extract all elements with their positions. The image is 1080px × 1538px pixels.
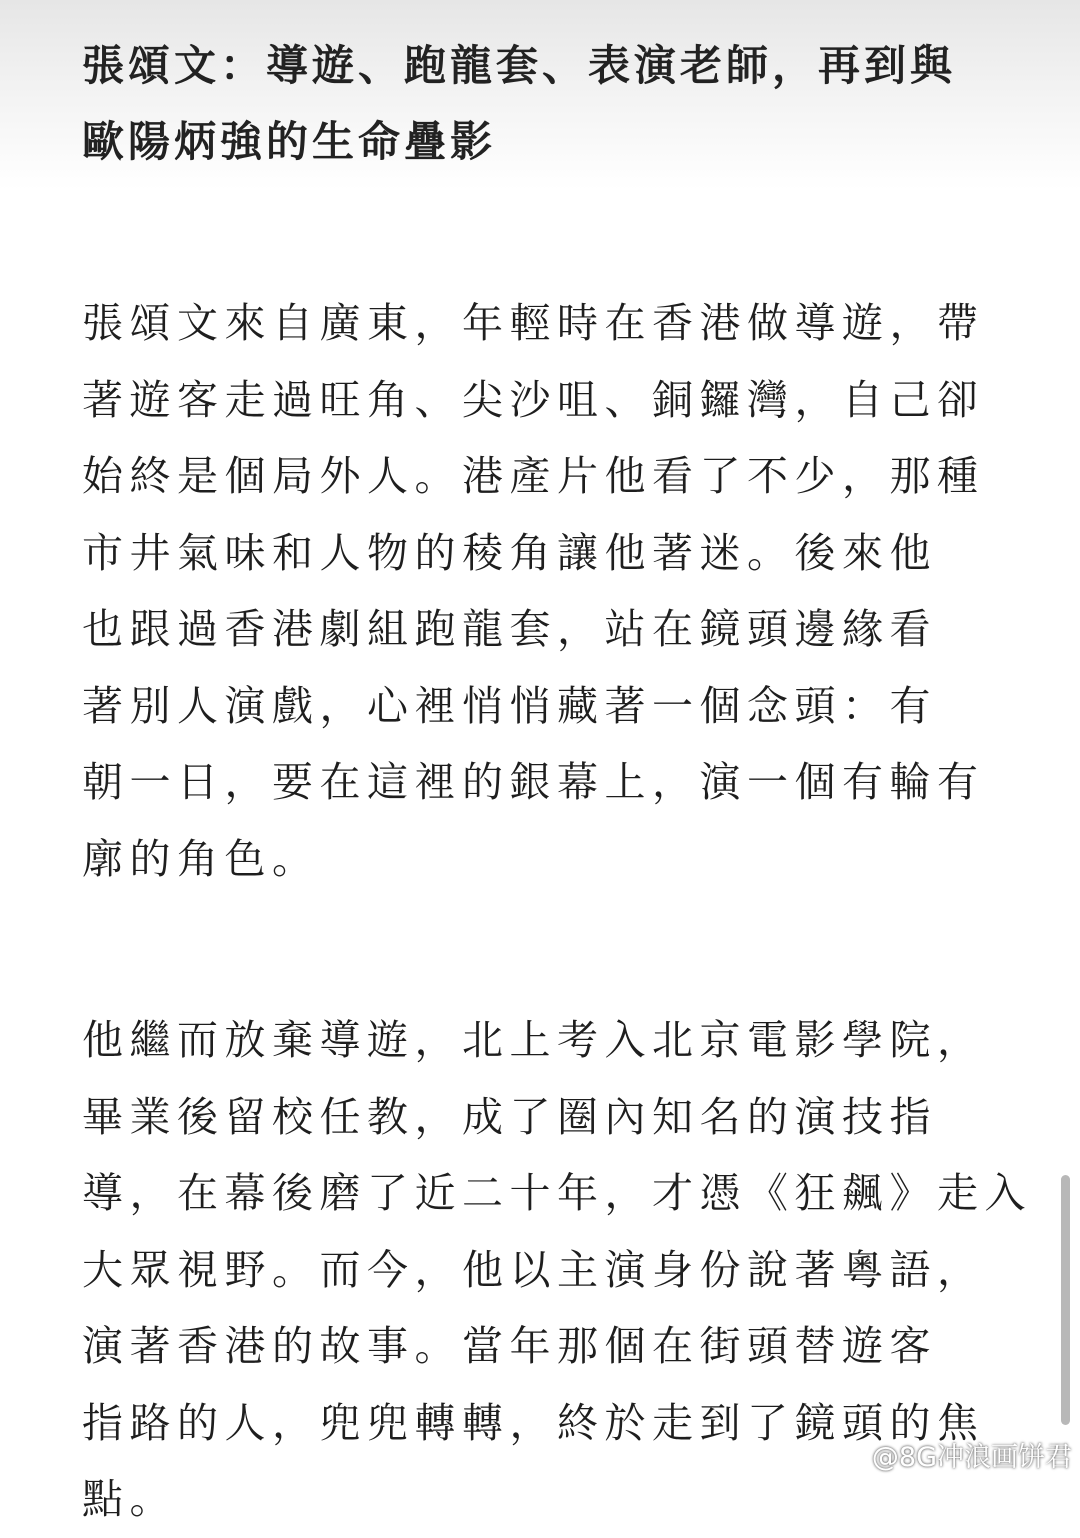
paragraph-line: 指路的人，兜兜轉轉，終於走到了鏡頭的焦 [82,1398,985,1447]
paragraph-line: 導，在幕後磨了近二十年，才憑《狂飆》走入 [82,1169,1032,1217]
watermark [834,1435,1072,1474]
paragraph-line: 著遊客走過旺角、尖沙咀、銅鑼灣，自己卻 [82,375,985,424]
scrollbar[interactable] [1061,1175,1070,1425]
weibo-icon [834,1441,868,1469]
paragraph-line: 他繼而放棄導遊，北上考入北京電影學院， [82,1016,985,1064]
headline-line: 張頌文：導遊、跑龍套、表演老師，再到與 [82,41,957,90]
article [82,28,1032,1538]
paragraph-line: 也跟過香港劇組跑龍套，站在鏡頭邊緣看 [82,605,937,653]
headline-line: 歐陽炳強的生命疊影 [82,117,497,166]
paragraph-line: 著別人演戲，心裡悄悄藏著一個念頭：有 [82,681,937,730]
watermark-text: @8G冲浪画饼君 [871,1442,1072,1473]
headline [82,28,1012,180]
paragraph-line: 大眾視野。而今，他以主演身份說著粵語， [82,1245,985,1294]
paragraph-line: 演著香港的故事。當年那個在街頭替遊客 [82,1322,937,1370]
paragraph-line: 畢業後留校任教，成了圈內知名的演技指 [82,1092,937,1141]
paragraph-line: 廓的角色。 [82,834,320,883]
paragraph-line: 張頌文來自廣東，年輕時在香港做導遊，帶 [82,299,985,347]
paragraph-line: 市井氣味和人物的稜角讓他著迷。後來他 [82,528,937,577]
paragraph-line: 朝一日，要在這裡的銀幕上，演一個有輪有 [82,758,985,806]
paragraph-1 [82,285,1012,897]
paragraph-line: 始終是個局外人。港產片他看了不少，那種 [82,452,985,500]
paragraph-line: 點。 [82,1475,177,1523]
